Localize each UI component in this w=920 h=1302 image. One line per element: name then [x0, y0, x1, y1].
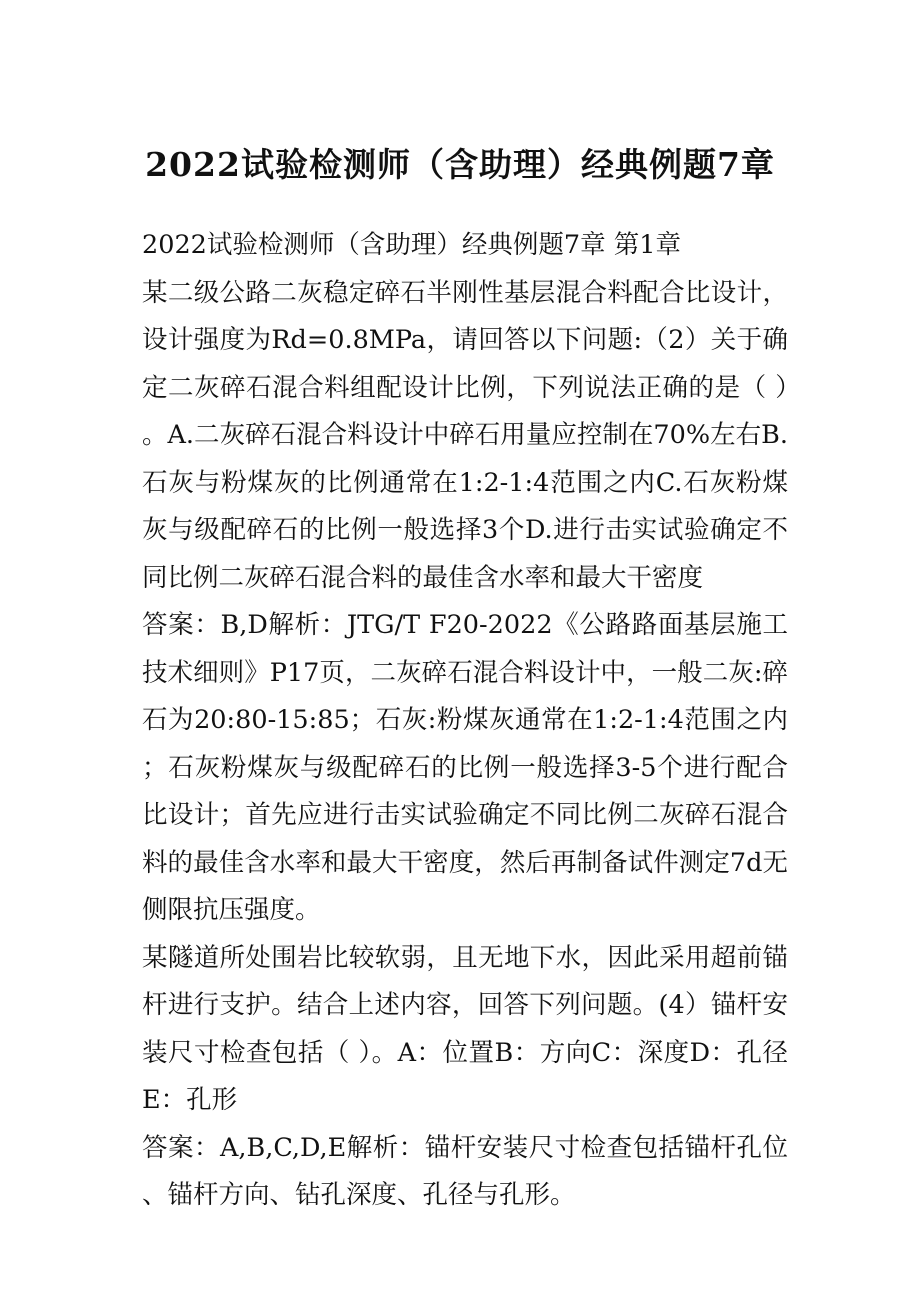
answer-1-text: 答案：B,D解析：JTG/T F20-2022《公路路面基层施工技术细则》P17页，二灰碎石混合料设计中，一般二灰:碎石为20:80-15:85；石灰:粉煤灰通常在1:2-1:4范围之内；石灰粉煤灰与级配碎石的比例一般选择3-5个进行配合比设计；首先应进行击实试验确定不同比例二灰碎石混合料的最佳含水率和最大干密度，然后再制备试件测定7d无侧限抗压强度。 — [142, 610, 788, 925]
answer-2-text: 答案：A,B,C,D,E解析：锚杆安装尺寸检查包括锚杆孔位、锚杆方向、钻孔深度、孔径与孔形。 — [142, 1132, 788, 1210]
chapter-heading: 2022试验检测师（含助理）经典例题7章 第1章 — [142, 230, 681, 260]
document-body — [142, 222, 788, 1220]
document-title: 2022试验检测师（含助理）经典例题7章 — [145, 145, 775, 184]
question-1-text: 某二级公路二灰稳定碎石半刚性基层混合料配合比设计，设计强度为Rd=0.8MPa，请回答以下问题:（2）关于确定二灰碎石混合料组配设计比例，下列说法正确的是（ ）。A.二灰碎石混合料设计中碎石用量应控制在70%左右B.石灰与粉煤灰的比例通常在1:2-1:4范围之内C.石灰粉煤灰与级配碎石的比例一般选择3个D.进行击实试验确定不同比例二灰碎石混合料的最佳含水率和最大干密度 — [142, 277, 788, 593]
question-2-text: 某隧道所处围岩比较软弱，且无地下水，因此采用超前锚杆进行支护。结合上述内容，回答下列问题。(4）锚杆安装尺寸检查包括（ ）。A：位置B：方向C：深度D：孔径E：孔形 — [142, 942, 788, 1115]
